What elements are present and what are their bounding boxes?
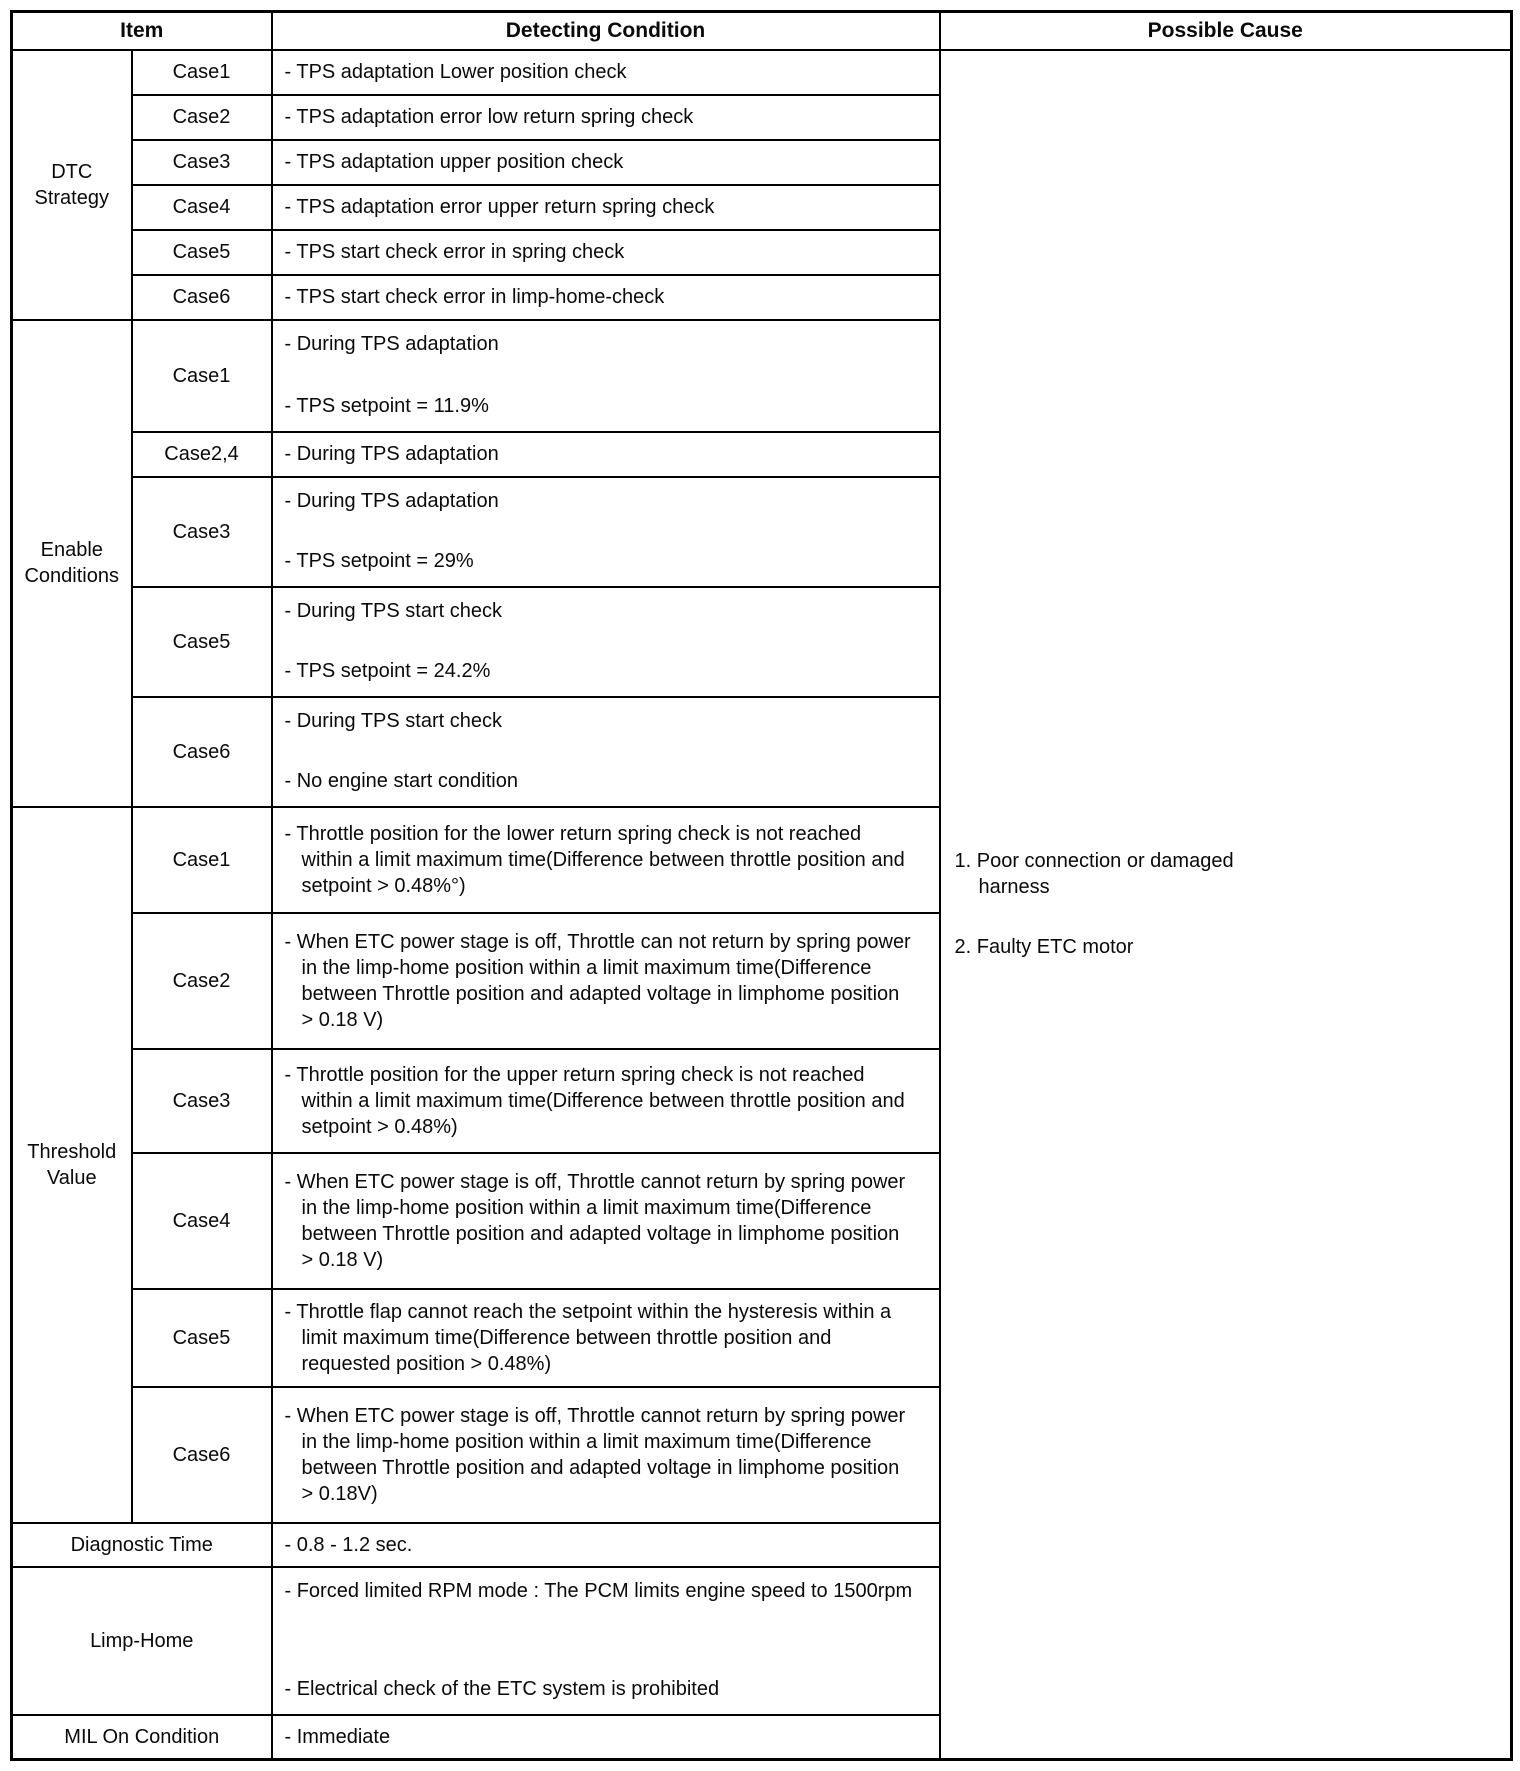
header-possible-cause: Possible Cause [940, 12, 1512, 50]
condition-text: - During TPS start check [284, 709, 502, 732]
condition-cell [272, 1289, 940, 1387]
condition-cell [272, 1387, 940, 1523]
case-label: Case1 [132, 50, 272, 95]
section-label-dtc-strategy: DTC Strategy [12, 50, 132, 320]
condition-text: - Electrical check of the ETC system is prohibited [284, 1677, 720, 1700]
condition-text: - When ETC power stage is off, Throttle cannot return by spring power in the limp-home position within a limit maximum time(Difference between Throttle position and adapted voltage in limphome position > 0.18V) [284, 1404, 906, 1505]
possible-cause-list [955, 848, 1285, 960]
condition-text: - Throttle position for the upper return spring check is not reached within a limit maximum time(Difference between throttle position and setpoint > 0.48%) [284, 1063, 905, 1138]
condition-cell [272, 140, 940, 185]
condition-text: - TPS start check error in spring check [284, 241, 625, 263]
condition-text: - When ETC power stage is off, Throttle can not return by spring power in the limp-home position within a limit maximum time(Difference between Throttle position and adapted voltage in limphome position > 0.18 V) [284, 930, 911, 1031]
condition-text: - Forced limited RPM mode : The PCM limits engine speed to 1500rpm [284, 1579, 913, 1602]
case-label: Case5 [132, 1289, 272, 1387]
case-label: Case3 [132, 477, 272, 587]
condition-text: - 0.8 - 1.2 sec. [284, 1533, 413, 1556]
condition-lines [273, 698, 939, 806]
condition-cell [272, 1523, 940, 1567]
condition-text: - TPS setpoint = 29% [284, 549, 474, 572]
condition-cell [272, 587, 940, 697]
row-label-mil-on-condition: MIL On Condition [12, 1715, 272, 1760]
case-label: Case6 [132, 275, 272, 320]
condition-text: - TPS setpoint = 24.2% [284, 659, 491, 682]
condition-cell [272, 185, 940, 230]
condition-text: - TPS adaptation upper position check [284, 151, 624, 173]
case-label: Case2 [132, 913, 272, 1049]
condition-cell [272, 95, 940, 140]
condition-cell [272, 1715, 940, 1760]
case-label: Case5 [132, 587, 272, 697]
condition-cell [272, 275, 940, 320]
case-label: Case4 [132, 1153, 272, 1289]
condition-cell [272, 320, 940, 432]
condition-lines [273, 1568, 939, 1714]
condition-lines [273, 588, 939, 696]
condition-lines [273, 321, 939, 431]
condition-text: - TPS adaptation Lower position check [284, 61, 627, 83]
header-item: Item [12, 12, 272, 50]
condition-text: - TPS adaptation error low return spring check [284, 106, 694, 128]
table-row [12, 50, 1512, 95]
case-label: Case3 [132, 140, 272, 185]
condition-cell [272, 913, 940, 1049]
case-label: Case1 [132, 320, 272, 432]
condition-lines [273, 478, 939, 586]
possible-cause-item: 1. Poor connection or damaged harness [954, 850, 1234, 898]
condition-text: - During TPS adaptation [284, 443, 499, 465]
header-row [12, 12, 1512, 50]
header-detecting-condition: Detecting Condition [272, 12, 940, 50]
condition-text: - During TPS adaptation [284, 489, 499, 512]
case-label: Case3 [132, 1049, 272, 1153]
condition-text: - Immediate [284, 1725, 391, 1748]
section-label-enable-conditions: Enable Conditions [12, 320, 132, 807]
case-label: Case4 [132, 185, 272, 230]
condition-text: - Throttle flap cannot reach the setpoint within the hysteresis within a limit maximum time(Difference between throttle position and requested position > 0.48%) [284, 1300, 892, 1375]
condition-cell [272, 697, 940, 807]
case-label: Case5 [132, 230, 272, 275]
condition-text: - TPS adaptation error upper return spring check [284, 196, 715, 218]
case-label: Case1 [132, 807, 272, 913]
condition-text: - No engine start condition [284, 769, 518, 792]
condition-text: - TPS start check error in limp-home-check [284, 286, 665, 308]
condition-cell [272, 477, 940, 587]
dtc-diagnostic-table [10, 10, 1513, 1761]
condition-cell [272, 1567, 940, 1715]
condition-text: - During TPS start check [284, 599, 502, 622]
case-label: Case6 [132, 1387, 272, 1523]
section-label-threshold-value: Threshold Value [12, 807, 132, 1523]
row-label-diagnostic-time: Diagnostic Time [12, 1523, 272, 1567]
condition-text: - Throttle position for the lower return spring check is not reached within a limit maximum time(Difference between throttle position and setpoint > 0.48%°) [284, 822, 905, 897]
case-label: Case6 [132, 697, 272, 807]
row-label-limp-home: Limp-Home [12, 1567, 272, 1715]
condition-cell [272, 807, 940, 913]
condition-cell [272, 230, 940, 275]
case-label: Case2 [132, 95, 272, 140]
condition-cell [272, 432, 940, 477]
condition-text: - TPS setpoint = 11.9% [284, 394, 489, 417]
condition-cell [272, 1049, 940, 1153]
condition-cell [272, 50, 940, 95]
case-label: Case2,4 [132, 432, 272, 477]
possible-cause-item: 2. Faulty ETC motor [954, 936, 1134, 958]
condition-text: - When ETC power stage is off, Throttle cannot return by spring power in the limp-home position within a limit maximum time(Difference between Throttle position and adapted voltage in limphome position > 0.18 V) [284, 1170, 906, 1271]
condition-cell [272, 1153, 940, 1289]
possible-cause-cell [940, 50, 1512, 1760]
condition-text: - During TPS adaptation [284, 332, 499, 355]
